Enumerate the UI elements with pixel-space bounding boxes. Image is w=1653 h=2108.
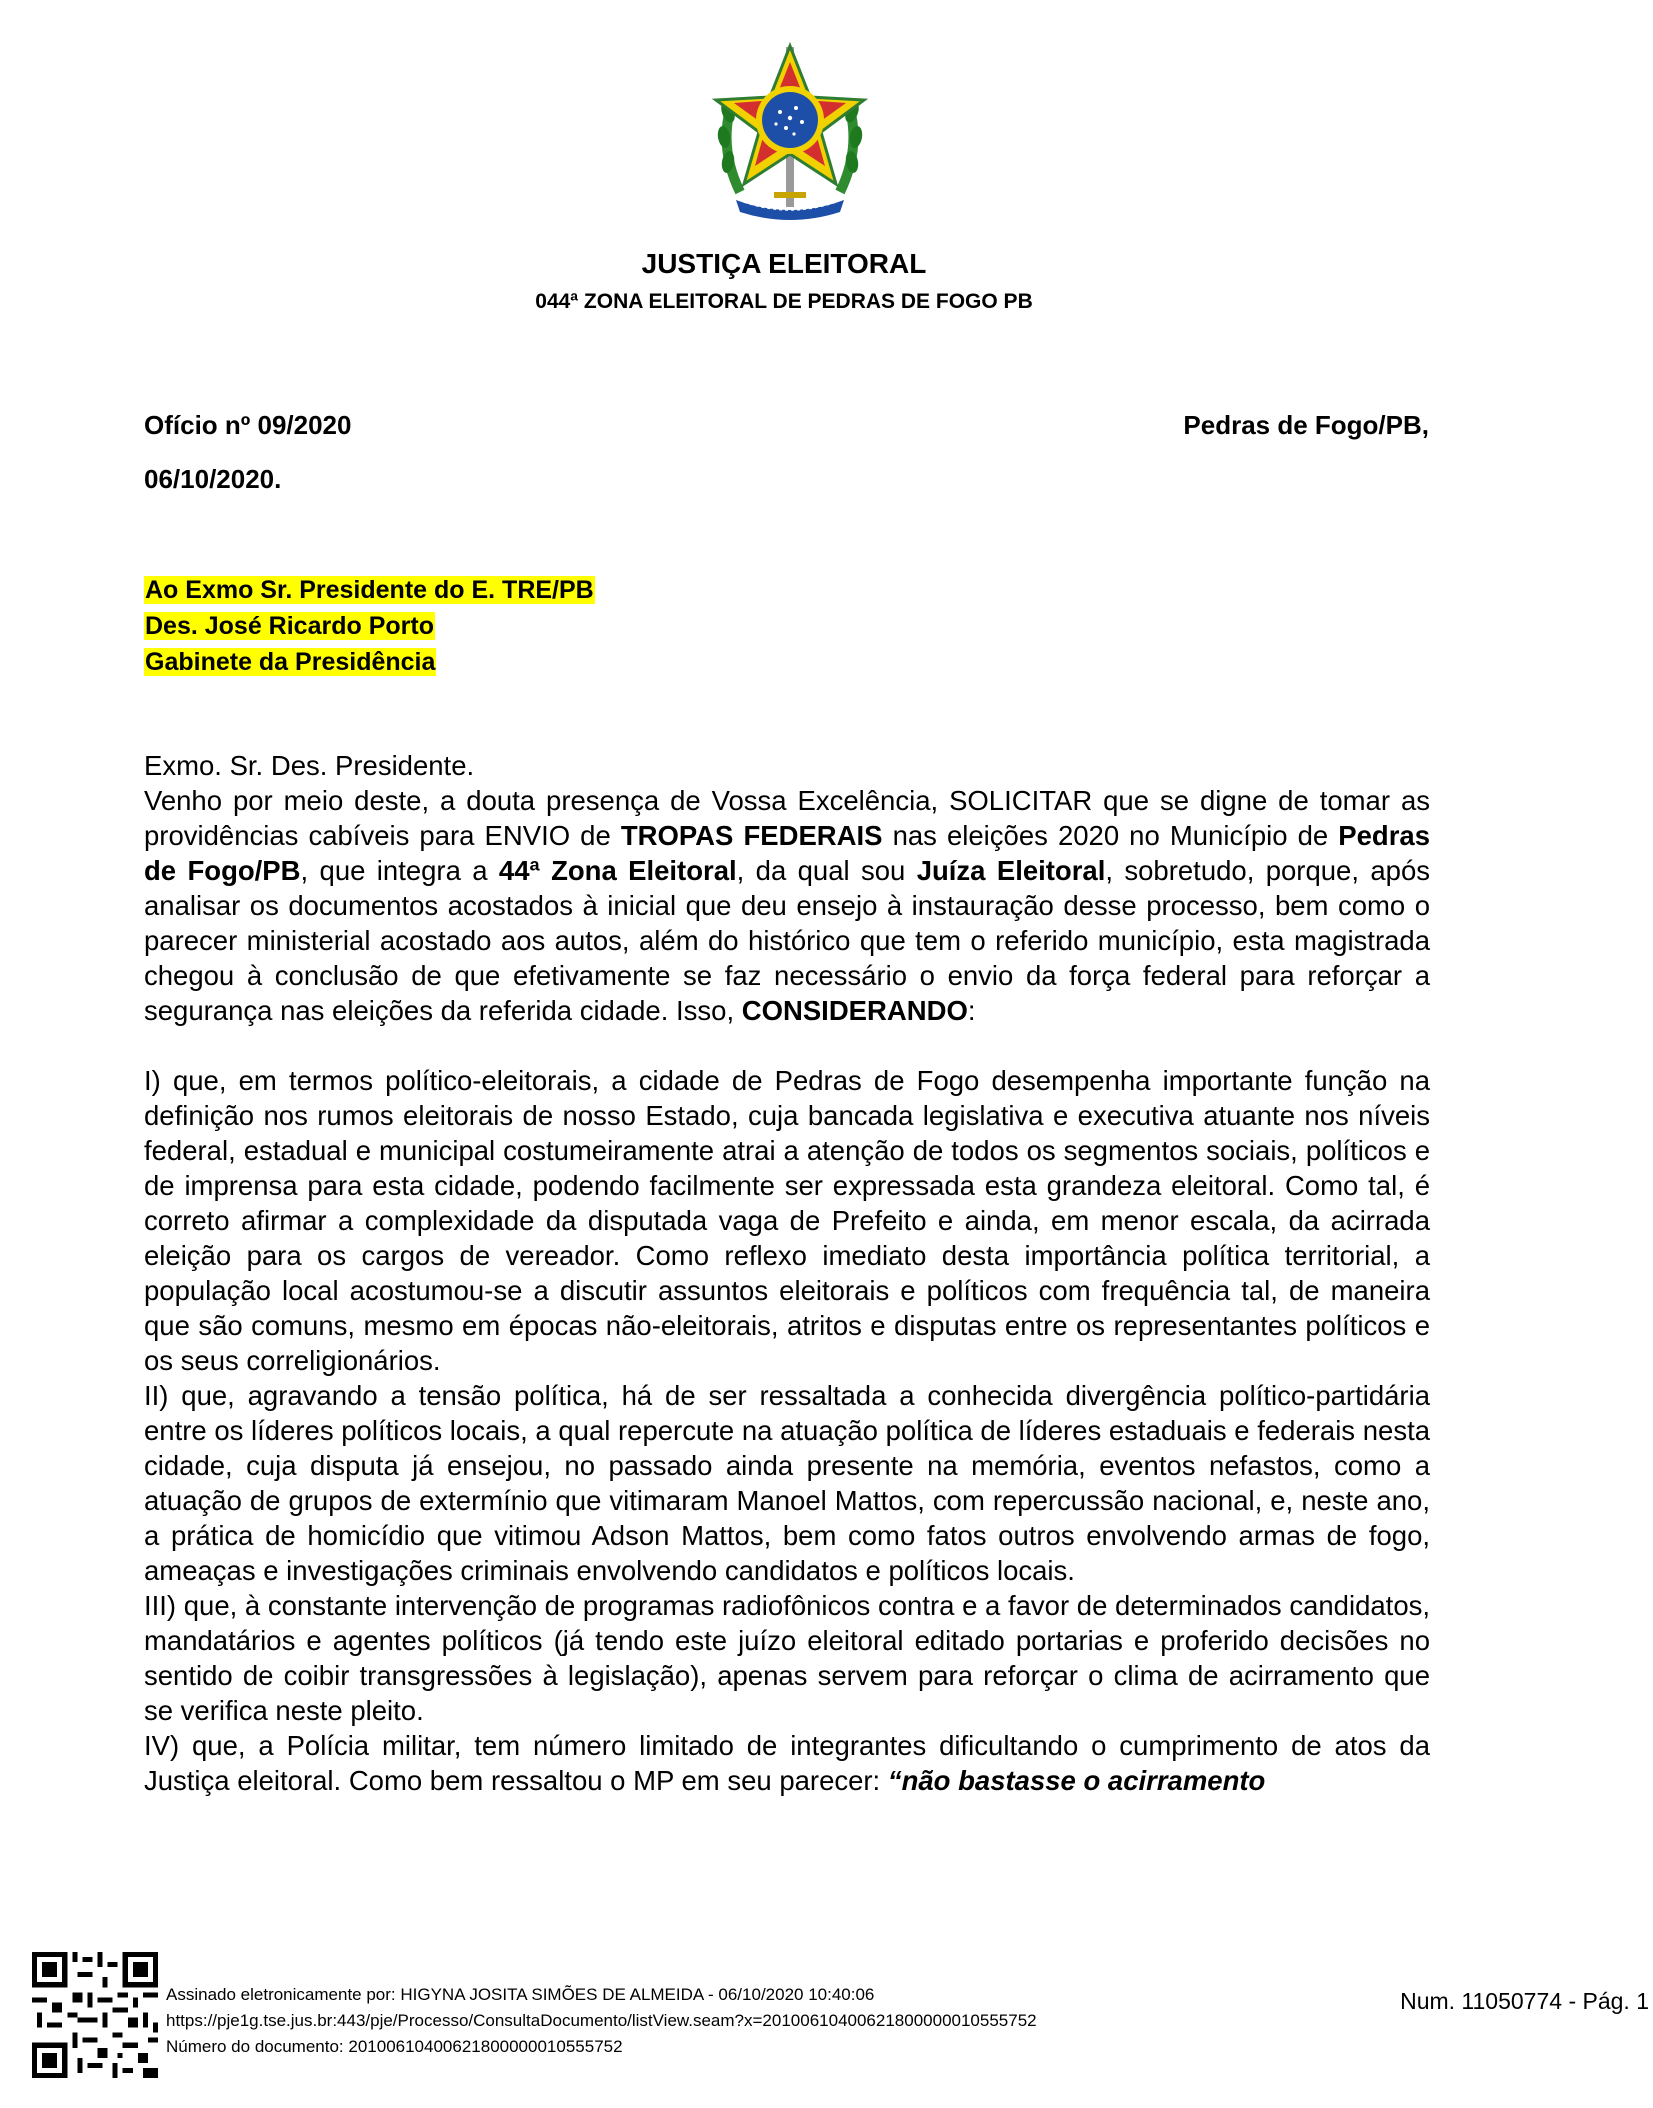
text-run-bold-italic: “não bastasse o acirramento	[887, 1765, 1266, 1796]
text-run: , que integra a	[300, 855, 499, 886]
considering-item-2: II) que, agravando a tensão política, há de ser ressaltada a conhecida divergência político-partidária entre os líderes políticos locais, a qual repercute na atuação política de líderes estaduais e federais nesta cidade, cuja disputa já ensejou, no passado ainda presente na memória, eventos nefastos, como a atuação de grupos de extermínio que vitimaram Manoel Mattos, com repercussão nacional, e, neste ano, a prática de homicídio que vitimou Adson Mattos, bem como fatos outros envolvendo armas de fogo, ameaças e investigações criminais envolvendo candidatos e políticos locais.	[144, 1380, 1430, 1586]
document-title: JUSTIÇA ELEITORAL	[641, 248, 927, 279]
text-run: , da qual sou	[736, 855, 917, 886]
addressee-line-3: Gabinete da Presidência	[145, 648, 436, 676]
paragraph-gap	[144, 1028, 1430, 1063]
qr-code-icon[interactable]	[32, 1952, 158, 2078]
text-run: Venho por meio deste, a douta presença de Vossa Excelência, SOLICITAR que se digne de tomar as providências cabíveis para ENVIO de	[144, 785, 1430, 851]
page-number: Num. 11050774 - Pág. 1	[1400, 1988, 1649, 2014]
signed-by: Assinado eletronicamente por: HIGYNA JOSITA SIMÕES DE ALMEIDA - 06/10/2020 10:40:06	[166, 1985, 875, 2004]
date-label: 06/10/2020.	[144, 464, 282, 494]
text-run-bold: 44ª Zona Eleitoral	[498, 855, 737, 886]
text-run-bold: Pedras de Fogo/PB	[144, 820, 1430, 886]
text-run-bold: Juíza Eleitoral	[916, 855, 1106, 886]
text-run: IV) que, a Polícia militar, tem número limitado de integrantes dificultando o cumprimento de atos da Justiça eleitoral. Como bem ressaltou o MP em seu parecer:	[144, 1730, 1430, 1796]
request-paragraph	[144, 783, 1430, 1028]
document-number: Número do documento: 20100610400621800000010555752	[166, 2037, 623, 2056]
text-run-bold: TROPAS FEDERAIS	[620, 820, 883, 851]
text-run: nas eleições 2020 no Município de	[882, 820, 1339, 851]
brazil-coat-of-arms-icon	[710, 42, 870, 222]
addressee-line-1: Ao Exmo Sr. Presidente do E. TRE/PB	[145, 576, 594, 604]
addressee-block	[144, 572, 595, 680]
salutation: Exmo. Sr. Des. Presidente.	[144, 750, 475, 781]
addressee-line-2: Des. José Ricardo Porto	[145, 612, 434, 640]
considering-item-1: I) que, em termos político-eleitorais, a cidade de Pedras de Fogo desempenha importante função na definição nos rumos eleitorais de nosso Estado, cuja bancada legislativa e executiva atuante nos níveis federal, estadual e municipal costumeiramente atrai a atenção de todos os segmentos sociais, políticos e de imprensa para esta cidade, podendo facilmente ser expressada esta grandeza eleitoral. Como tal, é correto afirmar a complexidade da disputada vaga de Prefeito e ainda, em menor escala, da acirrada eleição para os cargos de vereador. Como reflexo imediato desta importância política territorial, a população local acostumou-se a discutir assuntos eleitorais e políticos com frequência tal, de maneira que são comuns, mesmo em épocas não-eleitorais, atritos e disputas entre os representantes políticos e os seus correligionários.	[144, 1065, 1430, 1376]
signature-block	[166, 1982, 1037, 2060]
letter-body	[144, 748, 1430, 1798]
text-run: , sobretudo, porque, após analisar os documentos acostados à inicial que deu ensejo à instauração desse processo, bem como o parecer ministerial acostado aos autos, além do histórico que tem o referido município, esta magistrada chegou à conclusão de que efetivamente se faz necessário o envio da força federal para reforçar a segurança nas eleições da referida cidade. Isso,	[144, 855, 1430, 1026]
place-label: Pedras de Fogo/PB,	[1183, 410, 1429, 440]
document-url[interactable]: https://pje1g.tse.jus.br:443/pje/Processo/ConsultaDocumento/listView.seam?x=20100610400621800000010555752	[166, 2011, 1037, 2030]
text-run-bold: CONSIDERANDO	[741, 995, 968, 1026]
text-run: :	[967, 995, 976, 1026]
document-subtitle: 044ª ZONA ELEITORAL DE PEDRAS DE FOGO PB	[535, 290, 1033, 313]
oficio-number: Ofício nº 09/2020	[144, 410, 352, 440]
considering-item-4	[144, 1728, 1430, 1798]
considering-item-3: III) que, à constante intervenção de programas radiofônicos contra e a favor de determinados candidatos, mandatários e agentes políticos (já tendo este juízo eleitoral editado portarias e proferido decisões no sentido de coibir transgressões à legislação), apenas servem para reforçar o clima de acirramento que se verifica neste pleito.	[144, 1590, 1430, 1726]
